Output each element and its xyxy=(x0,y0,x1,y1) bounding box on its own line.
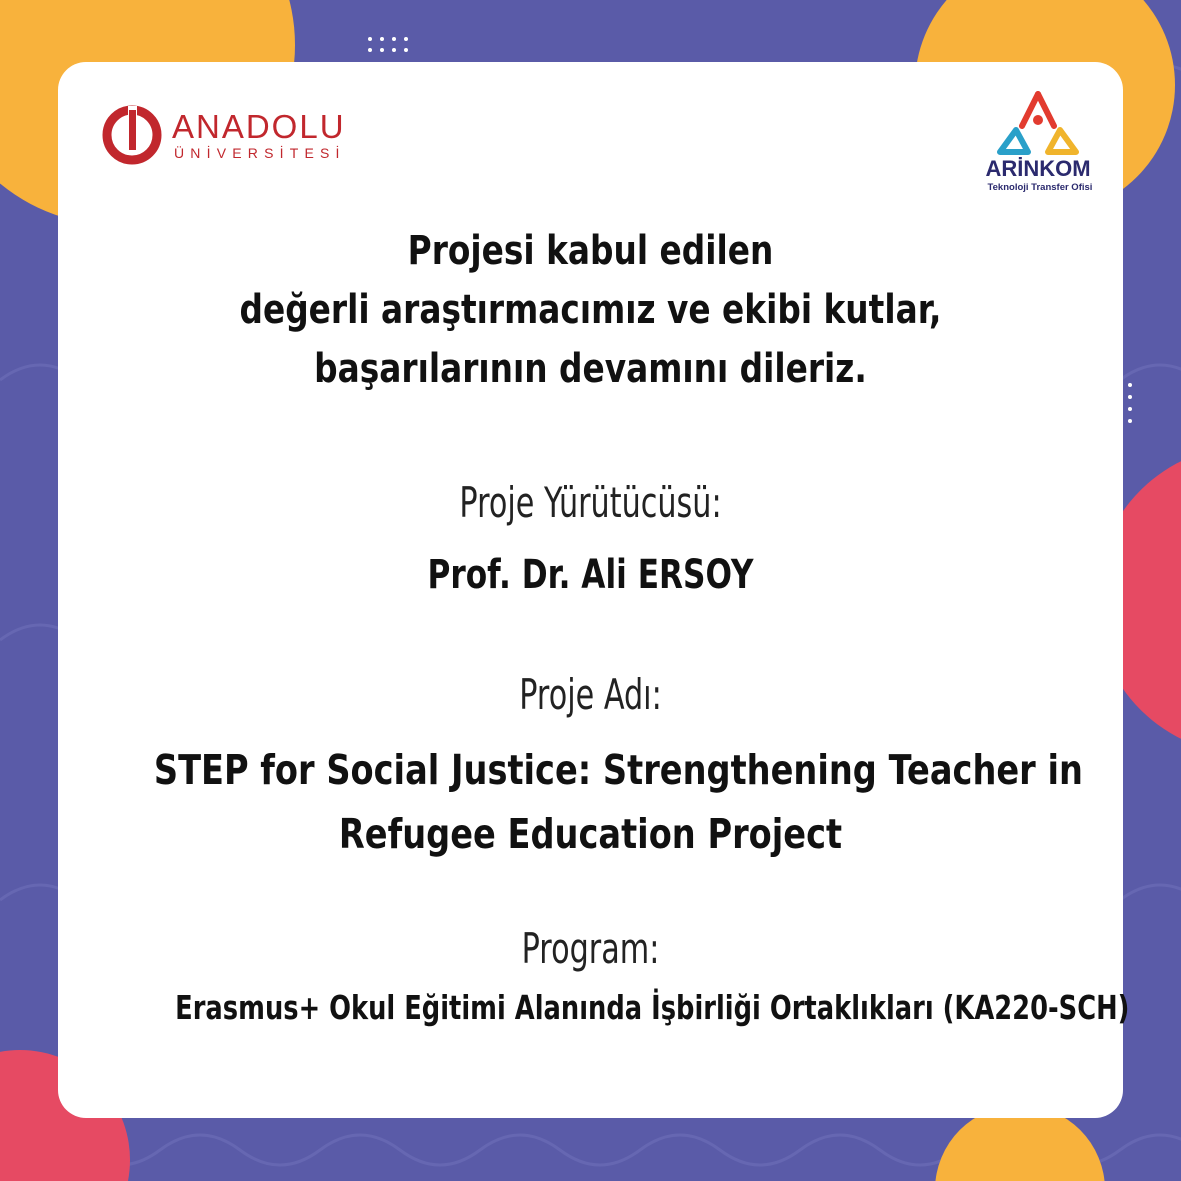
project-name-label: Proje Adı: xyxy=(519,670,662,719)
project-name-line: STEP for Social Justice: Strengthening Teacher in xyxy=(153,746,1083,794)
executor-label: Proje Yürütücüsü: xyxy=(459,478,722,527)
headline-line: değerli araştırmacımız ve ekibi kutlar, xyxy=(239,287,942,333)
headline-line: başarılarının devamını dileriz. xyxy=(314,346,867,392)
anadolu-subtitle: ÜNİVERSİTESİ xyxy=(174,145,346,161)
anadolu-universitesi-logo xyxy=(100,100,360,170)
arinkom-subtitle: Teknoloji Transfer Ofisi xyxy=(987,182,1093,193)
project-name-line: Refugee Education Project xyxy=(338,810,843,858)
congratulation-headline xyxy=(154,222,1027,399)
project-name xyxy=(153,738,1083,866)
arinkom-logo xyxy=(972,90,1104,196)
program-label: Program: xyxy=(521,924,660,973)
headline-line: Projesi kabul edilen xyxy=(407,228,774,274)
program-name: Erasmus+ Okul Eğitimi Alanında İşbirliği Ortaklıkları (KA220-SCH) xyxy=(175,988,1130,1027)
anadolu-name: ANADOLU xyxy=(172,108,346,145)
arinkom-name: ARİNKOM xyxy=(985,156,1091,181)
executor-name: Prof. Dr. Ali ERSOY xyxy=(427,552,754,598)
